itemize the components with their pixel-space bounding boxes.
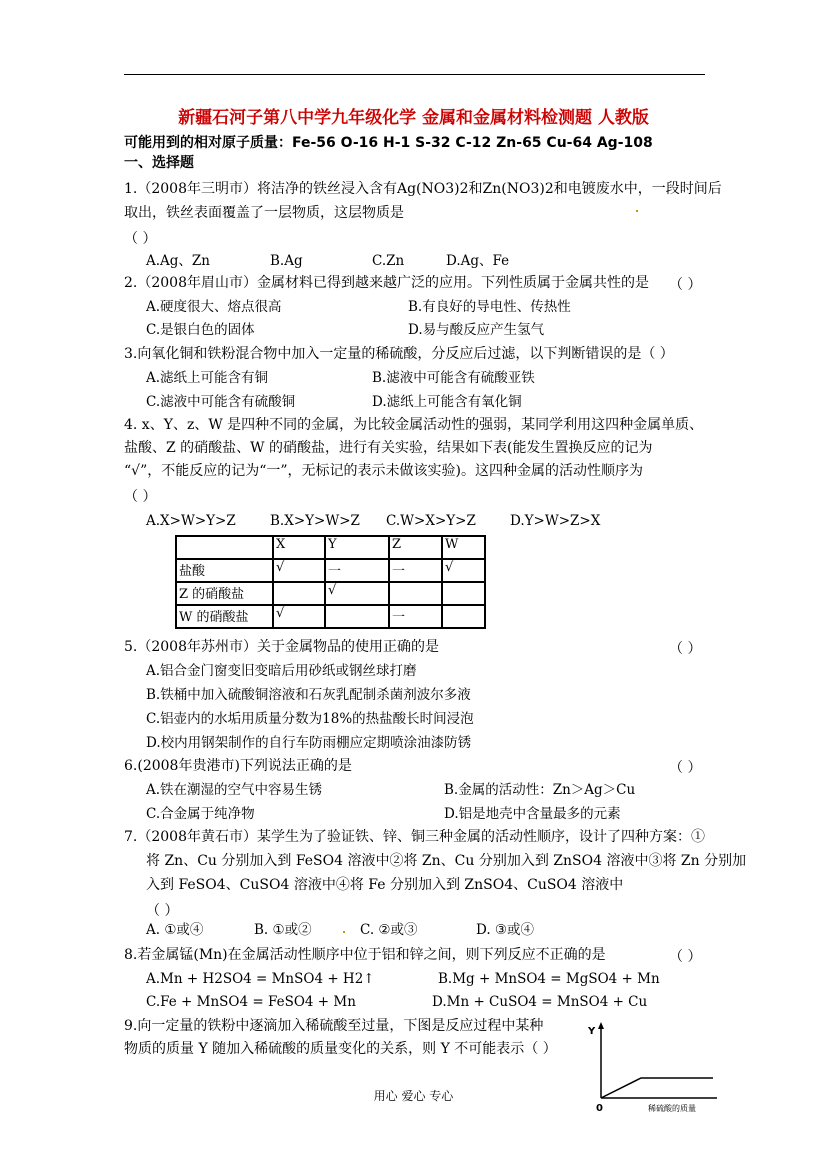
table-cell: W 的硝酸盐 [176, 605, 273, 628]
table-cell [325, 605, 389, 628]
q5-option-a: A.铝合金门窗变旧变暗后用砂纸或钢丝球打磨 [146, 663, 417, 679]
page-title: 新疆石河子第八中学九年级化学 金属和金属材料检测题 人教版 [178, 108, 649, 128]
table-row [176, 582, 485, 605]
q3-option-c: C.滤液中可能含有硫酸铜 [146, 394, 296, 410]
q4-option-d: D.Y>W>Z>X [510, 513, 601, 529]
q7-line1: 7.（2008年黄石市）某学生为了验证铁、锌、铜三种金属的活动性顺序，设计了四种方案：① [124, 829, 705, 845]
table-cell [176, 536, 273, 559]
table-cell: 一 [325, 559, 389, 582]
q7-option-d: D. ③或④ [476, 922, 535, 938]
q5-option-d: D.校内用钢架制作的自行车防雨棚应定期喷涂油漆防锈 [146, 735, 472, 751]
q8-option-a: A.Mn + H2SO4 = MnSO4 + H2↑ [146, 971, 375, 987]
q4-line2: 盐酸、Z 的硝酸盐、W 的硝酸盐，进行有关实验，结果如下表(能发生置换反应的记为 [124, 440, 653, 456]
graph-x-label: 稀硫酸的质量 [648, 1104, 696, 1113]
q9-graph [585, 1020, 725, 1120]
header-rule [124, 74, 705, 75]
table-cell: Y [325, 536, 389, 559]
stray-dot [636, 210, 638, 212]
graph-y-label: Y [588, 1026, 596, 1037]
q8-option-d: D.Mn + CuSO4 = MnSO4 + Cu [432, 994, 648, 1010]
page-footer: 用心 爱心 专心 [373, 1089, 454, 1103]
table-cell [442, 582, 485, 605]
graph-origin-label: 0 [596, 1103, 603, 1114]
q2-option-c: C.是银白色的固体 [146, 322, 255, 338]
q5-option-b: B.铁桶中加入硫酸铜溶液和石灰乳配制杀菌剂波尔多液 [146, 687, 471, 703]
q6-line1: 6.(2008年贵港市)下列说法正确的是 [124, 758, 352, 774]
q7-option-a: A. ①或④ [146, 922, 204, 938]
table-cell: 一 [389, 559, 442, 582]
table-row [176, 559, 485, 582]
table-cell [442, 605, 485, 628]
q5-option-c: C.铝壶内的水垢用质量分数为18%的热盐酸长时间浸泡 [146, 711, 474, 727]
q6-option-b: B.金属的活动性：Zn＞Ag＞Cu [444, 782, 636, 798]
q2-option-b: B.有良好的导电性、传热性 [408, 299, 571, 315]
q1-answer-paren: （ ） [124, 231, 157, 247]
section-heading: 一、选择题 [124, 155, 194, 171]
q5-line1: 5.（2008年苏州市）关于金属物品的使用正确的是 [124, 639, 439, 655]
table-cell: W [442, 536, 485, 559]
q7-line2: 将 Zn、Cu 分别加入到 FeSO4 溶液中②将 Zn、Cu 分别加入到 ZnSO4 溶液中③将 Zn 分别加 [146, 853, 747, 869]
table-cell: 盐酸 [176, 559, 273, 582]
table-cell [273, 582, 325, 605]
q7-option-b: B. ①或② [254, 922, 312, 938]
atomic-mass-line: 可能用到的相对原子质量：Fe-56 O-16 H-1 S-32 C-12 Zn-65 Cu-64 Ag-108 [124, 135, 653, 151]
q8-option-c: C.Fe + MnSO4 = FeSO4 + Mn [146, 994, 356, 1010]
q2-answer-paren: （ ） [669, 277, 702, 293]
graph-y-arrow [598, 1022, 604, 1029]
q1-option-b: B.Ag [270, 253, 303, 269]
q3-option-d: D.滤纸上可能含有氧化铜 [372, 394, 522, 410]
q1-option-d: D.Ag、Fe [446, 253, 510, 269]
table-cell: √ [273, 605, 325, 628]
q8-answer-paren: （ ） [669, 949, 702, 965]
q9-line2: 物质的质量 Y 随加入稀硫酸的质量变化的关系，则 Y 不可能表示（ ） [124, 1041, 557, 1057]
q1-line1: 1.（2008年三明市）将洁净的铁丝浸入含有Ag(NO3)2和Zn(NO3)2和电镀废水中，一段时间后 [124, 181, 722, 197]
stray-dot [343, 931, 345, 933]
q1-option-c: C.Zn [372, 253, 405, 269]
table-cell [389, 582, 442, 605]
q2-option-d: D.易与酸反应产生氢气 [408, 322, 545, 338]
q4-results-table [175, 535, 486, 629]
q7-option-c: C. ②或③ [360, 922, 418, 938]
q5-answer-paren: （ ） [669, 641, 702, 657]
table-cell: Z 的硝酸盐 [176, 582, 273, 605]
table-header-row [176, 536, 485, 559]
q8-line1: 8.若金属锰(Mn)在金属活动性顺序中位于铝和锌之间，则下列反应不正确的是 [124, 947, 606, 963]
q4-option-c: C.W>X>Y>Z [386, 513, 476, 529]
q6-option-d: D.铝是地壳中含量最多的元素 [444, 806, 621, 822]
q6-answer-paren: （ ） [669, 760, 702, 776]
table-cell: Z [389, 536, 442, 559]
q4-line1: 4. x、Y、z、W 是四种不同的金属，为比较金属活动性的强弱，某同学利用这四种金属单质、 [124, 417, 704, 433]
q3-option-b: B.滤液中可能含有硫酸亚铁 [372, 370, 535, 386]
q2-line1: 2.（2008年眉山市）金属材料已得到越来越广泛的应用。下列性质属于金属共性的是 [124, 275, 649, 291]
table-cell: √ [273, 559, 325, 582]
q3-line1: 3.向氧化铜和铁粉混合物中加入一定量的稀硫酸，分反应后过滤，以下判断错误的是（ ） [124, 346, 674, 362]
table-cell: 一 [389, 605, 442, 628]
table-cell: √ [325, 582, 389, 605]
q1-line2: 取出，铁丝表面覆盖了一层物质，这层物质是 [124, 205, 404, 221]
q6-option-c: C.合金属于纯净物 [146, 806, 255, 822]
table-cell: √ [442, 559, 485, 582]
q6-option-a: A.铁在潮湿的空气中容易生锈 [146, 782, 323, 798]
table-row [176, 605, 485, 628]
table-cell: X [273, 536, 325, 559]
q3-option-a: A.滤纸上可能含有铜 [146, 370, 269, 386]
q7-line3: 入到 FeSO4、CuSO4 溶液中④将 Fe 分别加入到 ZnSO4、CuSO4 溶液中 [146, 877, 624, 893]
q2-option-a: A.硬度很大、熔点很高 [146, 299, 282, 315]
q4-line3: “√”，不能反应的记为“一”，无标记的表示未做该实验)。这四种金属的活动性顺序为 [124, 463, 644, 479]
q4-answer-paren: （ ） [124, 489, 157, 505]
q8-option-b: B.Mg + MnSO4 = MgSO4 + Mn [438, 971, 660, 987]
q4-option-a: A.X>W>Y>Z [146, 513, 236, 529]
q4-option-b: B.X>Y>W>Z [270, 513, 360, 529]
q1-option-a: A.Ag、Zn [146, 253, 211, 269]
q9-line1: 9.向一定量的铁粉中逐滴加入稀硫酸至过量，下图是反应过程中某种 [124, 1018, 544, 1034]
q7-answer-paren: （ ） [146, 903, 179, 919]
